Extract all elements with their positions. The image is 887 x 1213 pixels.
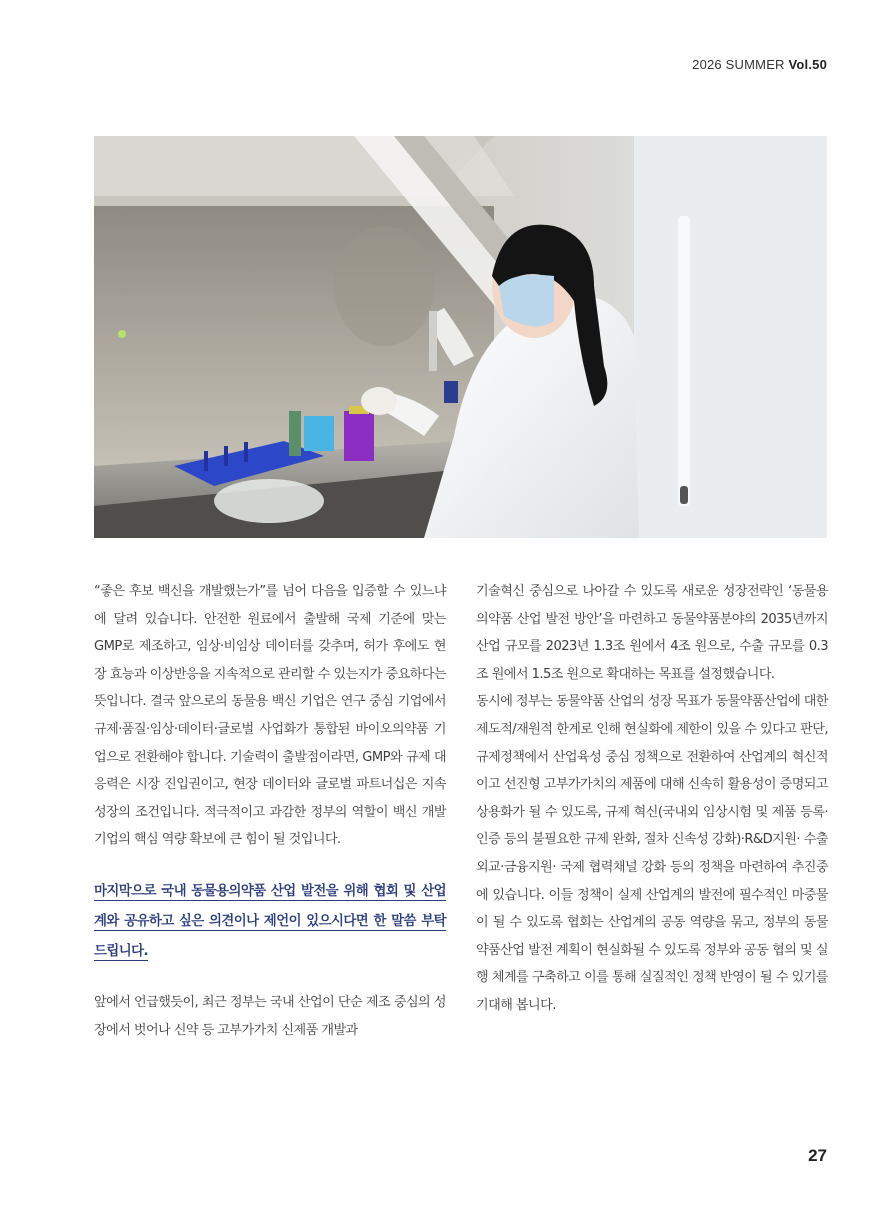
volume-label: Vol.50 [788,57,827,72]
right-paragraph-2: 동시에 정부는 동물약품 산업의 성장 목표가 동물약품산업에 대한 제도적/재원적 한계로 인해 현실화에 제한이 있을 수 있다고 판단, 규제정책에서 산업육성 중심 정책으로 전환하여 산업계의 혁신적이고 선진형 고부가가치의 제품에 대해 신속히 활용성이 증명되고 상용화가 될 수 있도록, 규제 혁신(국내외 임상시험 및 제품 등록·인증 등의 불필요한 규제 완화, 절차 신속성 강화)·R&D지원· 수출 외교·금융지원· 국제 협력채널 강화 등의 정책을 마련하여 추진중에 있습니다. 이들 정책이 실제 산업계의 발전에 필수적인 마중물이 될 수 있도록 협회는 산업계의 공동 역량을 묶고, 정부의 동물약품산업 발전 계획이 현실화될 수 있도록 정부와 공동 협의 및 실행 체계를 구축하고 이를 통해 실질적인 정책 반영이 될 수 있기를 기대해 봅니다. [476,694,828,1013]
interview-question: 마지막으로 국내 동물용의약품 산업 발전을 위해 협회 및 산업계와 공유하고 싶은 의견이나 제언이 있으시다면 한 말씀 부탁드립니다. [94,883,446,959]
right-column [476,578,828,1020]
right-paragraph-1: 기술혁신 중심으로 나아갈 수 있도록 새로운 성장전략인 ‘동물용의약품 산업 발전 방안’을 마련하고 동물약품분야의 2035년까지 산업 규모를 2023년 1.3조 원에서 4조 원으로, 수출 규모를 0.3조 원에서 1.5조 원으로 확대하는 목표를 설정했습니다. [476,584,828,682]
issue-label: 2026 SUMMER [692,57,785,72]
left-paragraph-2: 앞에서 언급했듯이, 최근 정부는 국내 산업이 단순 제조 중심의 성장에서 벗어나 신약 등 고부가가치 신제품 개발과 [94,994,446,1038]
lab-researcher-photo [94,136,827,538]
left-column [94,578,446,1044]
left-paragraph-1: “좋은 후보 백신을 개발했는가”를 넘어 다음을 입증할 수 있느냐에 달려 있습니다. 안전한 원료에서 출발해 국제 기준에 맞는 GMP로 제조하고, 임상·비임상 데이터를 갖추며, 허가 후에도 현장 효능과 이상반응을 지속적으로 관리할 수 있는지가 중요하다는 뜻입니다. 결국 앞으로의 동물용 백신 기업은 연구 중심 기업에서 규제·품질·임상·데이터·글로벌 사업화가 통합된 바이오의약품 기업으로 전환해야 합니다. 기술력이 출발점이라면, GMP와 규제 대응력은 시장 진입권이고, 현장 데이터와 글로벌 파트너십은 지속 성장의 조건입니다. 적극적이고 과감한 정부의 역할이 백신 개발기업의 핵심 역량 확보에 큰 힘이 될 것입니다. [94,584,446,848]
issue-header [692,57,827,72]
page-number: 27 [808,1146,827,1165]
